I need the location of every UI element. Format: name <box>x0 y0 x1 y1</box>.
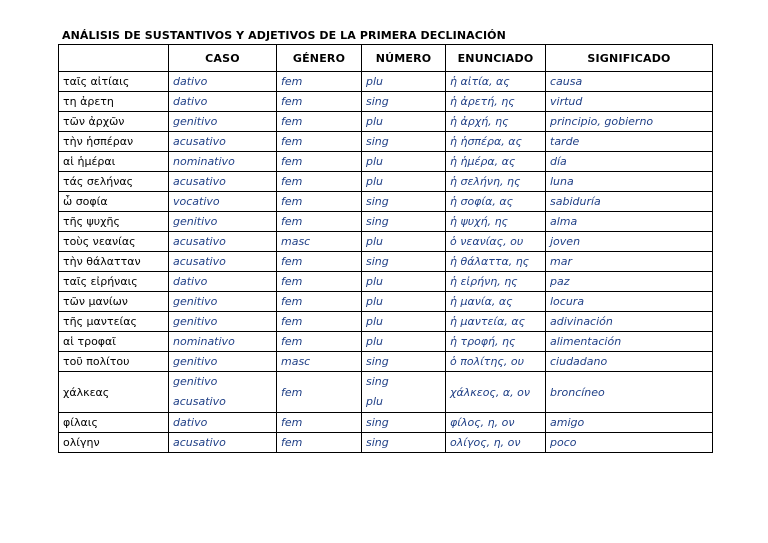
cell-caso: dativo <box>169 72 277 92</box>
cell-genero: fem <box>277 212 362 232</box>
cell-caso: acusativo <box>169 132 277 152</box>
cell-significado: luna <box>546 172 713 192</box>
table-row <box>59 132 713 152</box>
cell-genero: fem <box>277 72 362 92</box>
cell-numero: sing <box>362 92 446 112</box>
cell-genero: masc <box>277 352 362 372</box>
cell-numero: plu <box>362 72 446 92</box>
cell-genero: fem <box>277 112 362 132</box>
header-word <box>59 45 169 72</box>
cell-genero: fem <box>277 172 362 192</box>
table-row <box>59 172 713 192</box>
cell-caso: nominativo <box>169 332 277 352</box>
cell-caso: genitivo <box>169 212 277 232</box>
cell-genero: fem <box>277 132 362 152</box>
cell-caso: acusativo <box>169 252 277 272</box>
cell-genero: masc <box>277 232 362 252</box>
cell-significado: poco <box>546 433 713 453</box>
cell-caso: vocativo <box>169 192 277 212</box>
cell-word: τοὺς νεανίας <box>59 232 169 252</box>
cell-word: τὴν θάλατταν <box>59 252 169 272</box>
cell-word: τη ἀρετη <box>59 92 169 112</box>
cell-numero: plu <box>362 292 446 312</box>
cell-word: τὴν ἡσπέραν <box>59 132 169 152</box>
cell-word: ταῖς εἰρήναις <box>59 272 169 292</box>
cell-caso: nominativo <box>169 152 277 172</box>
table-row <box>59 212 713 232</box>
header-significado: SIGNIFICADO <box>546 45 713 72</box>
cell-caso: dativo <box>169 413 277 433</box>
cell-numero: plu <box>362 152 446 172</box>
cell-enunciado: χάλκεος, α, ον <box>446 372 546 413</box>
table-row <box>59 352 713 372</box>
cell-word: τῆς μαντείας <box>59 312 169 332</box>
cell-numero: sing <box>362 192 446 212</box>
cell-word: ολίγην <box>59 433 169 453</box>
cell-significado: día <box>546 152 713 172</box>
cell-enunciado: ἡ ἀρετή, ης <box>446 92 546 112</box>
cell-significado: locura <box>546 292 713 312</box>
cell-genero: fem <box>277 292 362 312</box>
cell-enunciado: ἡ σελήνη, ης <box>446 172 546 192</box>
cell-word: τῶν ἀρχῶν <box>59 112 169 132</box>
cell-significado: joven <box>546 232 713 252</box>
cell-enunciado: ἡ θάλαττα, ης <box>446 252 546 272</box>
cell-significado: ciudadano <box>546 352 713 372</box>
cell-significado: alma <box>546 212 713 232</box>
header-row <box>59 45 713 72</box>
cell-numero: sing <box>362 252 446 272</box>
header-genero: GÉNERO <box>277 45 362 72</box>
cell-numero: sing <box>362 433 446 453</box>
cell-enunciado: ὁ νεανίας, ου <box>446 232 546 252</box>
cell-caso: dativo <box>169 92 277 112</box>
cell-genero: fem <box>277 372 362 413</box>
cell-numero: sing <box>362 212 446 232</box>
cell-enunciado: φίλος, η, ον <box>446 413 546 433</box>
cell-caso: genitivo <box>169 292 277 312</box>
cell-enunciado: ἡ αἰτία, ας <box>446 72 546 92</box>
cell-significado: sabiduría <box>546 192 713 212</box>
cell-enunciado: ἡ ψυχή, ης <box>446 212 546 232</box>
cell-caso: acusativo <box>169 172 277 192</box>
cell-significado: broncíneo <box>546 372 713 413</box>
cell-significado: tarde <box>546 132 713 152</box>
header-caso: CASO <box>169 45 277 72</box>
cell-caso: acusativo <box>169 433 277 453</box>
cell-numero: sing <box>362 413 446 433</box>
cell-genero: fem <box>277 272 362 292</box>
cell-genero: fem <box>277 413 362 433</box>
declension-table <box>58 44 713 453</box>
cell-significado: mar <box>546 252 713 272</box>
cell-enunciado: ἡ μαντεία, ας <box>446 312 546 332</box>
cell-significado: alimentación <box>546 332 713 352</box>
table-row <box>59 192 713 212</box>
cell-enunciado: ἡ μανία, ας <box>446 292 546 312</box>
header-numero: NÚMERO <box>362 45 446 72</box>
cell-numero: plu <box>362 112 446 132</box>
cell-significado: adivinación <box>546 312 713 332</box>
cell-caso: acusativo <box>169 232 277 252</box>
cell-enunciado: ὁ πολίτης, ου <box>446 352 546 372</box>
cell-word: τάς σελήνας <box>59 172 169 192</box>
cell-caso: genitivo <box>169 312 277 332</box>
cell-genero: fem <box>277 312 362 332</box>
cell-word: χάλκεας <box>59 372 169 413</box>
table-row <box>59 72 713 92</box>
table-row <box>59 433 713 453</box>
cell-genero: fem <box>277 433 362 453</box>
document-title: ANÁLISIS DE SUSTANTIVOS Y ADJETIVOS DE LA PRIMERA DECLINACIÓN <box>62 29 506 42</box>
cell-enunciado: ἡ σοφία, ας <box>446 192 546 212</box>
cell-word: τῶν μανίων <box>59 292 169 312</box>
table-row <box>59 332 713 352</box>
cell-word: αἱ ἡμέραι <box>59 152 169 172</box>
cell-enunciado: ἡ ἡσπέρα, ας <box>446 132 546 152</box>
table-row <box>59 92 713 112</box>
table-row <box>59 272 713 292</box>
cell-enunciado: ἡ εἰρήνη, ης <box>446 272 546 292</box>
cell-enunciado: ολίγος, η, ον <box>446 433 546 453</box>
cell-enunciado: ἡ ἡμέρα, ας <box>446 152 546 172</box>
cell-numero: plu <box>362 312 446 332</box>
cell-genero: fem <box>277 152 362 172</box>
cell-caso: dativo <box>169 272 277 292</box>
cell-word: φίλαις <box>59 413 169 433</box>
table-row <box>59 312 713 332</box>
cell-numero: plu <box>362 232 446 252</box>
cell-enunciado: ἡ ἀρχή, ης <box>446 112 546 132</box>
cell-genero: fem <box>277 192 362 212</box>
cell-numero-1: sing <box>366 375 389 388</box>
cell-significado: amigo <box>546 413 713 433</box>
cell-word: τῆς ψυχῆς <box>59 212 169 232</box>
cell-caso-2: acusativo <box>173 395 226 408</box>
cell-significado: virtud <box>546 92 713 112</box>
cell-caso <box>169 372 277 413</box>
header-enunciado: ENUNCIADO <box>446 45 546 72</box>
cell-significado: paz <box>546 272 713 292</box>
cell-numero: plu <box>362 172 446 192</box>
cell-numero: sing <box>362 352 446 372</box>
table-row <box>59 152 713 172</box>
cell-enunciado: ἡ τροφή, ης <box>446 332 546 352</box>
cell-numero-2: plu <box>366 395 384 408</box>
cell-word: τοῦ πολίτου <box>59 352 169 372</box>
cell-caso: genitivo <box>169 352 277 372</box>
cell-numero: sing <box>362 132 446 152</box>
cell-word: αἱ τροφαῖ <box>59 332 169 352</box>
cell-genero: fem <box>277 252 362 272</box>
table-row <box>59 112 713 132</box>
cell-word: ταῖς αἰτίαις <box>59 72 169 92</box>
cell-numero <box>362 372 446 413</box>
table-row <box>59 292 713 312</box>
cell-word: ὦ σοφία <box>59 192 169 212</box>
table-row <box>59 232 713 252</box>
table-row-double <box>59 372 713 413</box>
table-row <box>59 252 713 272</box>
cell-significado: principio, gobierno <box>546 112 713 132</box>
cell-caso-1: genitivo <box>173 375 218 388</box>
cell-significado: causa <box>546 72 713 92</box>
table-row <box>59 413 713 433</box>
cell-genero: fem <box>277 92 362 112</box>
cell-numero: plu <box>362 272 446 292</box>
cell-numero: plu <box>362 332 446 352</box>
cell-caso: genitivo <box>169 112 277 132</box>
cell-genero: fem <box>277 332 362 352</box>
